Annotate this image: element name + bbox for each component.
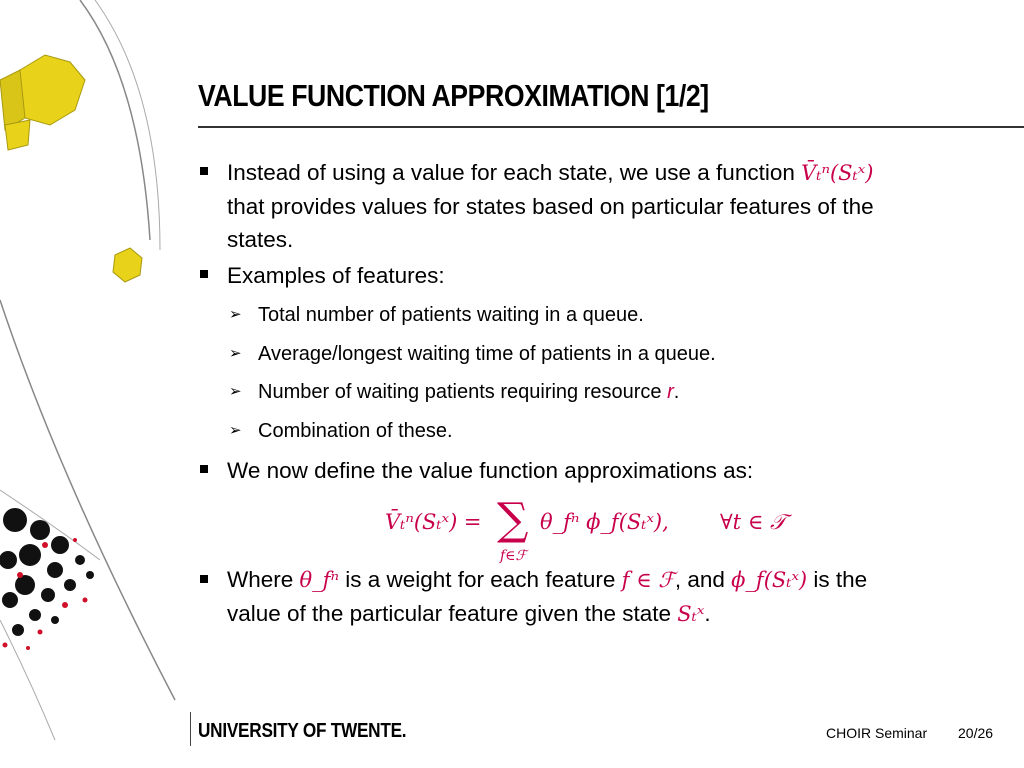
sum-symbol: ∑ [497, 494, 529, 545]
arrow-bullet-icon: ➢ [229, 422, 242, 439]
value-function-formula [385, 494, 805, 570]
footer-divider [190, 712, 191, 746]
decorative-artwork [0, 0, 200, 768]
title-divider [198, 126, 1024, 128]
feature-item: Average/longest waiting time of patients in a queue. [258, 343, 716, 365]
feature-item: Number of waiting patients requiring resource r. [258, 381, 680, 403]
bullet-marker [200, 465, 208, 473]
formula-lhs: V̄ₜⁿ(Sₜˣ) = [385, 510, 482, 534]
slide-title: VALUE FUNCTION APPROXIMATION [1/2] [198, 78, 709, 113]
arrow-bullet-icon: ➢ [229, 306, 242, 323]
feature-item: Combination of these. [258, 420, 453, 442]
university-logo: UNIVERSITY OF TWENTE. [198, 720, 407, 742]
bullet-define: We now define the value function approximations as: [227, 458, 754, 483]
bullet-examples: Examples of features: [227, 263, 445, 288]
bullet-marker [200, 270, 208, 278]
bullet-where: Where θ_fⁿ is a weight for each feature f ∈ ℱ, and ϕ_f(Sₜˣ) is the value of the particular feature given the state Sₜˣ. [227, 567, 868, 626]
bullet-function: Instead of using a value for each state, we use a function V̄ₜⁿ(Sₜˣ) that provides values for states based on particular features of the states. [227, 160, 874, 252]
formula-quantifier: ∀t ∈ 𝒯 [720, 510, 787, 534]
feature-item: Total number of patients waiting in a queue. [258, 304, 644, 326]
math-value-function: V̄ₜⁿ(Sₜˣ) [801, 161, 874, 185]
sum-subscript: f∈ℱ [500, 548, 527, 564]
bullet-marker [200, 167, 208, 175]
formula-rhs: θ_fⁿ ϕ_f(Sₜˣ), [540, 510, 669, 534]
page-number: 20/26 [958, 725, 994, 741]
footer-seminar: CHOIR Seminar [826, 725, 928, 741]
arrow-bullet-icon: ➢ [229, 383, 242, 400]
arrow-bullet-icon: ➢ [229, 345, 242, 362]
bullet-marker [200, 575, 208, 583]
